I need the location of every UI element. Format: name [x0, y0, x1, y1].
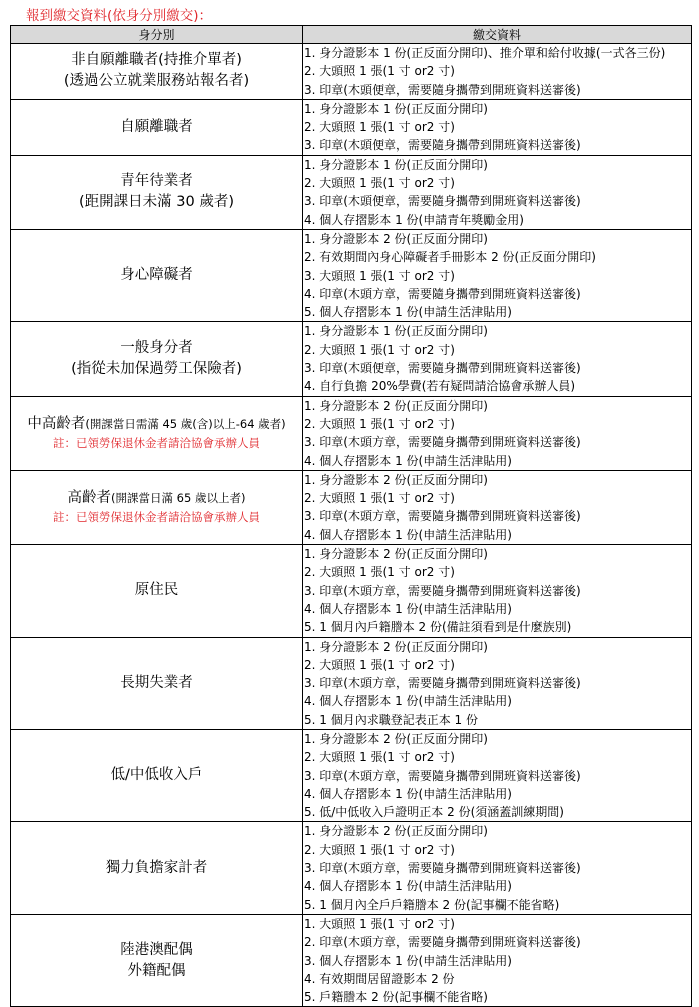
category-name: 原住民: [134, 582, 179, 599]
document-item: 1. 身分證影本 2 份(正反面分開印): [304, 639, 488, 654]
document-item: 3. 印章(木頭便章，需要隨身攜帶到開班資料送審後): [304, 82, 581, 97]
document-item: 5. 個人存摺影本 1 份(申請生活津貼用): [304, 305, 512, 320]
document-list: [303, 471, 691, 544]
document-item: 2. 有效期間內身心障礙者手冊影本 2 份(正反面分開印): [304, 250, 596, 265]
document-item: 5. 1 個月內求職登記表正本 1 份: [304, 712, 478, 727]
document-list: [303, 638, 691, 729]
document-item: 2. 大頭照 1 張(1 寸 or2 寸): [304, 657, 455, 672]
table-row: [11, 914, 692, 1006]
document-list: [303, 730, 691, 821]
document-list: [303, 822, 691, 913]
document-item: 2. 大頭照 1 張(1 寸 or2 寸): [304, 750, 455, 765]
document-list: [303, 545, 691, 636]
documents-cell: [303, 155, 692, 229]
documents-cell: [303, 637, 692, 729]
category-name: (距開課日未滿 30 歲者): [79, 194, 234, 211]
documents-table: [10, 25, 692, 1007]
document-item: 2. 大頭照 1 張(1 寸 or2 寸): [304, 176, 455, 191]
document-item: 1. 身分證影本 2 份(正反面分開印): [304, 731, 488, 746]
table-row: [11, 229, 692, 321]
category-name: [11, 414, 302, 435]
category-name: 一般身分者: [120, 340, 193, 357]
category-name-main: 高齡者: [67, 490, 112, 507]
category-name: (指從未加保過勞工保險者): [71, 361, 242, 378]
document-item: 4. 印章(木頭方章，需要隨身攜帶到開班資料送審後): [304, 286, 581, 301]
document-item: 1. 身分證影本 1 份(正反面分開印): [304, 324, 488, 339]
document-item: 3. 印章(木頭便章，需要隨身攜帶到開班資料送審後): [304, 138, 581, 153]
document-item: 4. 個人存摺影本 1 份(申請生活津貼用): [304, 786, 512, 801]
table-row: [11, 322, 692, 396]
category-name: 外籍配偶: [127, 962, 186, 979]
table-row: [11, 44, 692, 100]
table-row: [11, 545, 692, 637]
document-item: 5. 1 個月內戶籍謄本 2 份(備註須看到是什麼族別): [304, 620, 572, 635]
document-item: 1. 身分證影本 2 份(正反面分開印): [304, 472, 488, 487]
document-list: [303, 915, 691, 1006]
category-cell: [11, 545, 303, 637]
document-item: 3. 印章(木頭便章，需要隨身攜帶到開班資料送審後): [304, 361, 581, 376]
document-list: [303, 397, 691, 470]
category-name: 陸港澳配偶: [120, 941, 193, 958]
document-item: 2. 大頭照 1 張(1 寸 or2 寸): [304, 416, 455, 431]
table-body: [11, 44, 692, 1007]
documents-cell: [303, 322, 692, 396]
category-name: (透過公立就業服務站報名者): [63, 73, 250, 90]
category-cell: [11, 99, 303, 155]
document-item: 5. 1 個月內全戶戶籍謄本 2 份(記事欄不能省略): [304, 897, 560, 912]
category-age-condition: (開課當日滿 65 歲以上者): [111, 491, 246, 506]
table-row: [11, 729, 692, 821]
category-cell: [11, 914, 303, 1006]
table-row: [11, 822, 692, 914]
category-name: 低/中低收入戶: [110, 767, 203, 784]
documents-cell: [303, 545, 692, 637]
document-list: [303, 156, 691, 229]
document-item: 4. 個人存摺影本 1 份(申請生活津貼用): [304, 453, 512, 468]
document-item: 3. 印章(木頭方章，需要隨身攜帶到開班資料送審後): [304, 676, 581, 691]
document-item: 3. 印章(木頭便章，需要隨身攜帶到開班資料送審後): [304, 194, 581, 209]
document-item: 3. 印章(木頭方章，需要隨身攜帶到開班資料送審後): [304, 435, 581, 450]
table-row: [11, 99, 692, 155]
table-row: [11, 396, 692, 470]
document-item: 3. 個人存摺影本 1 份(申請生活津貼用): [304, 953, 512, 968]
category-cell: [11, 44, 303, 100]
header-category: 身分別: [11, 26, 303, 44]
document-item: 4. 個人存摺影本 1 份(申請生活津貼用): [304, 527, 512, 542]
document-list: [303, 230, 691, 321]
document-item: 2. 大頭照 1 張(1 寸 or2 寸): [304, 64, 455, 79]
document-item: 3. 大頭照 1 張(1 寸 or2 寸): [304, 268, 455, 283]
table-row: [11, 155, 692, 229]
category-name: 青年待業者: [120, 173, 193, 190]
documents-cell: [303, 914, 692, 1006]
documents-cell: [303, 44, 692, 100]
document-list: [303, 44, 691, 99]
document-item: 5. 低/中低收入戶證明正本 2 份(須涵蓋訓練期間): [304, 805, 564, 820]
documents-cell: [303, 470, 692, 544]
documents-cell: [303, 396, 692, 470]
category-cell: [11, 822, 303, 914]
document-item: 1. 身分證影本 2 份(正反面分開印): [304, 547, 488, 562]
documents-cell: [303, 822, 692, 914]
document-item: 4. 個人存摺影本 1 份(申請生活津貼用): [304, 879, 512, 894]
document-item: 2. 大頭照 1 張(1 寸 or2 寸): [304, 491, 455, 506]
category-note: 註：已領勞保退休金者請洽協會承辦人員: [53, 510, 260, 525]
document-item: 1. 身分證影本 1 份(正反面分開印)、推介單和給付收據(一式各三份): [304, 46, 666, 60]
category-cell: [11, 470, 303, 544]
category-cell: [11, 729, 303, 821]
document-item: 3. 印章(木頭方章，需要隨身攜帶到開班資料送審後): [304, 768, 581, 783]
category-name: 非自願離職者(持推介單者): [71, 52, 242, 69]
document-item: 4. 個人存摺影本 1 份(申請生活津貼用): [304, 694, 512, 709]
category-name: [11, 488, 302, 509]
category-name: 獨力負擔家計者: [105, 859, 208, 876]
documents-cell: [303, 99, 692, 155]
document-item: 2. 大頭照 1 張(1 寸 or2 寸): [304, 565, 455, 580]
document-item: 1. 大頭照 1 張(1 寸 or2 寸): [304, 916, 455, 931]
document-item: 1. 身分證影本 2 份(正反面分開印): [304, 231, 488, 246]
table-row: [11, 470, 692, 544]
document-item: 1. 身分證影本 1 份(正反面分開印): [304, 157, 488, 172]
header-documents: 繳交資料: [303, 26, 692, 44]
document-list: [303, 100, 691, 155]
document-item: 1. 身分證影本 2 份(正反面分開印): [304, 824, 488, 839]
document-item: 4. 個人存摺影本 1 份(申請青年獎勵金用): [304, 212, 524, 227]
document-item: 3. 印章(木頭方章，需要隨身攜帶到開班資料送審後): [304, 583, 581, 598]
documents-cell: [303, 229, 692, 321]
document-item: 2. 大頭照 1 張(1 寸 or2 寸): [304, 120, 455, 135]
category-cell: [11, 637, 303, 729]
document-item: 2. 印章(木頭方章，需要隨身攜帶到開班資料送審後): [304, 935, 581, 950]
document-item: 4. 有效期間居留證影本 2 份: [304, 971, 455, 986]
page-title: 報到繳交資料(依身分別繳交)：: [26, 8, 213, 24]
category-name-main: 中高齡者: [27, 416, 86, 433]
table-row: [11, 637, 692, 729]
document-item: 4. 個人存摺影本 1 份(申請生活津貼用): [304, 601, 512, 616]
category-cell: [11, 155, 303, 229]
table-header-row: [11, 26, 692, 44]
document-list: [303, 322, 691, 395]
document-item: 5. 戶籍謄本 2 份(記事欄不能省略): [304, 990, 488, 1005]
document-item: 3. 印章(木頭方章，需要隨身攜帶到開班資料送審後): [304, 861, 581, 876]
category-cell: [11, 322, 303, 396]
category-note: 註：已領勞保退休金者請洽協會承辦人員: [53, 436, 260, 451]
category-name: 身心障礙者: [120, 267, 193, 284]
document-item: 2. 大頭照 1 張(1 寸 or2 寸): [304, 842, 455, 857]
category-name: 自願離職者: [120, 118, 193, 135]
document-item: 1. 身分證影本 2 份(正反面分開印): [304, 398, 488, 413]
category-name: 長期失業者: [120, 674, 193, 691]
category-age-condition: (開課當日需滿 45 歲(含)以上-64 歲者): [85, 417, 286, 432]
category-cell: [11, 229, 303, 321]
document-item: 1. 身分證影本 1 份(正反面分開印): [304, 101, 488, 116]
category-cell: [11, 396, 303, 470]
document-item: 4. 自行負擔 20%學費(若有疑問請洽協會承辦人員): [304, 379, 576, 394]
document-item: 3. 印章(木頭方章，需要隨身攜帶到開班資料送審後): [304, 509, 581, 524]
documents-cell: [303, 729, 692, 821]
document-item: 2. 大頭照 1 張(1 寸 or2 寸): [304, 342, 455, 357]
